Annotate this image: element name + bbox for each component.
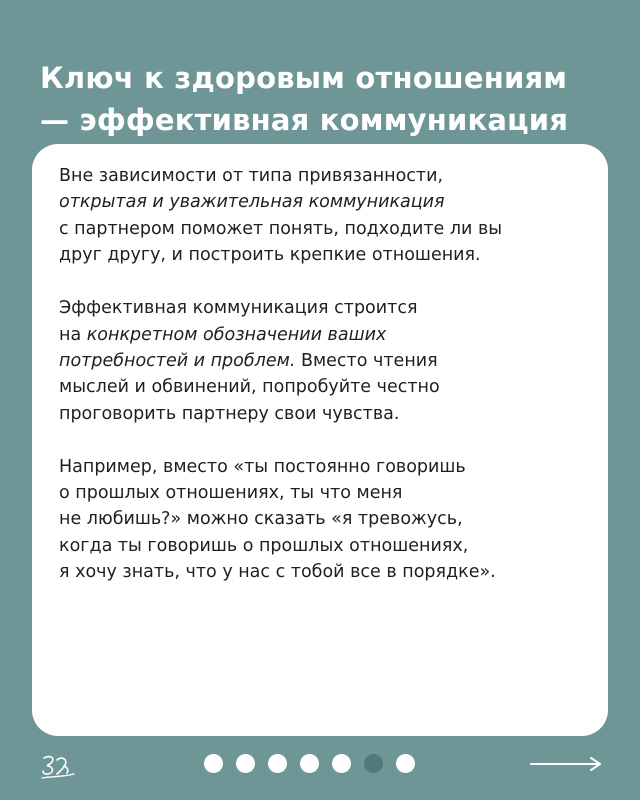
pagination-dot[interactable] bbox=[204, 754, 223, 773]
slide-footer bbox=[0, 740, 640, 790]
pagination-dot[interactable] bbox=[396, 754, 415, 773]
text-line: не любишь?» можно сказать «я тревожусь, bbox=[59, 509, 463, 530]
text-line: когда ты говоришь о прошлых отношениях, bbox=[59, 535, 469, 556]
slide-title-line-2: — эффективная коммуникация bbox=[40, 103, 569, 138]
text-line-italic: открытая и уважительная коммуникация bbox=[59, 192, 445, 213]
text-fragment: Вместо чтения bbox=[295, 350, 438, 371]
text-line: друг другу, и построить крепкие отношения. bbox=[59, 245, 481, 266]
signature-logo-icon bbox=[40, 752, 76, 782]
text-line: я хочу знать, что у нас с тобой все в порядке». bbox=[59, 562, 496, 583]
text-line: Эффективная коммуникация строится bbox=[59, 298, 418, 319]
text-line bbox=[59, 322, 589, 348]
paragraph-attachment bbox=[59, 163, 589, 269]
text-line bbox=[59, 348, 589, 374]
text-line: проговорить партнеру свои чувства. bbox=[59, 403, 400, 424]
arrow-right-icon[interactable] bbox=[530, 756, 602, 772]
pagination-dot[interactable] bbox=[268, 754, 287, 773]
pagination-dot[interactable] bbox=[300, 754, 319, 773]
slide-title-line-1: Ключ к здоровым отношениям bbox=[40, 61, 568, 96]
card-text bbox=[59, 163, 589, 612]
text-fragment: на bbox=[59, 324, 87, 345]
text-fragment-italic: потребностей и проблем. bbox=[59, 350, 296, 371]
content-card bbox=[32, 144, 608, 736]
text-line: о прошлых отношениях, ты что меня bbox=[59, 483, 403, 504]
text-fragment-italic: конкретном обозначении ваших bbox=[86, 324, 387, 345]
pagination-dot-active[interactable] bbox=[364, 754, 383, 773]
text-line: Например, вместо «ты постоянно говоришь bbox=[59, 456, 466, 477]
text-line: Вне зависимости от типа привязанности, bbox=[59, 166, 444, 186]
slide-title bbox=[40, 57, 620, 141]
paragraph-effective-communication bbox=[59, 295, 589, 427]
text-line: мыслей и обвинений, попробуйте честно bbox=[59, 377, 440, 398]
text-line: с партнером поможет понять, подходите ли вы bbox=[59, 218, 503, 239]
pagination-dots bbox=[204, 754, 415, 774]
paragraph-example bbox=[59, 454, 589, 586]
pagination-dot[interactable] bbox=[332, 754, 351, 773]
pagination-dot[interactable] bbox=[236, 754, 255, 773]
